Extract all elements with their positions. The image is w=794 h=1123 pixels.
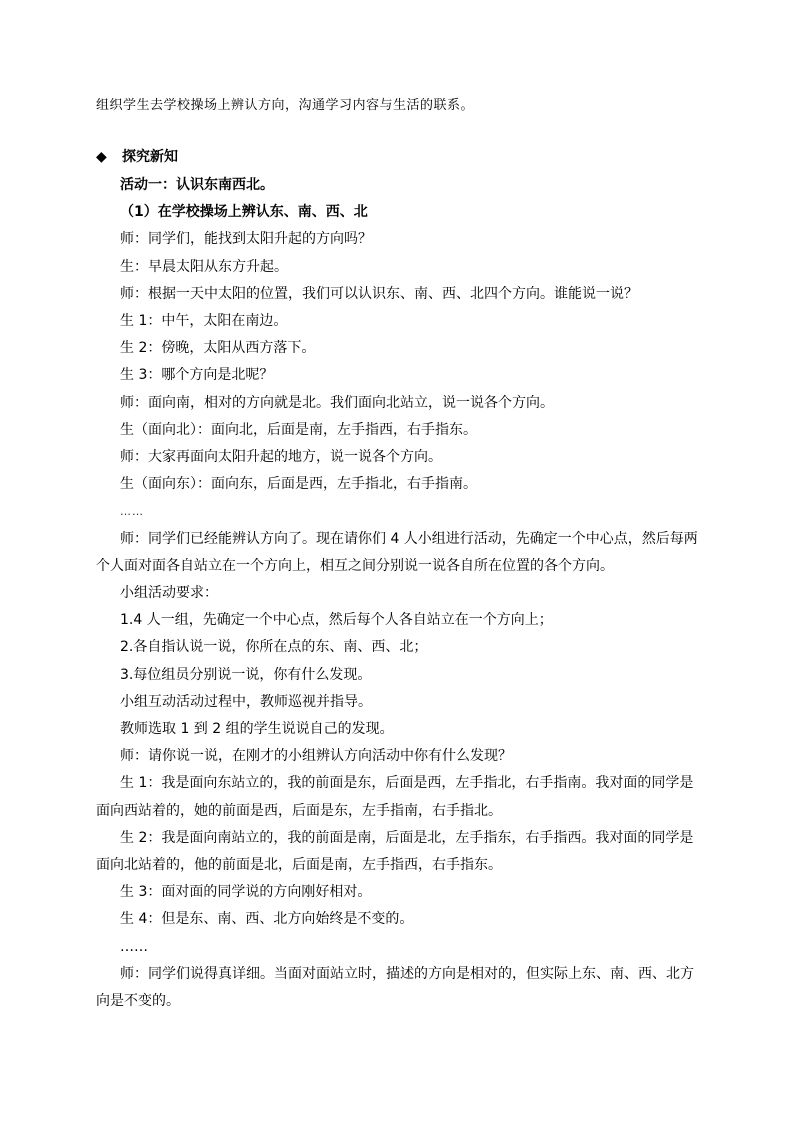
dialogue-line: 生（面向北）：面向北，后面是南，左手指西，右手指东。 xyxy=(120,421,477,438)
narration-line: 教师选取 1 到 2 组的学生说说自己的发现。 xyxy=(120,721,394,738)
dialogue-paragraph: 生 1：我是面向东站立的，我的前面是东，后面是西，左手指北，右手指南。我对面的同学是面向西站着的，她的前面是西，后面是东，左手指南，右手指北。 xyxy=(96,775,694,819)
requirement-item: 3.每位组员分别说一说，你有什么发现。 xyxy=(120,666,372,683)
lesson-body xyxy=(96,172,700,1015)
narration-line: 小组互动活动过程中，教师巡视并指导。 xyxy=(120,693,372,710)
requirement-item: 2.各自指认说一说，你所在点的东、南、西、北； xyxy=(120,639,428,656)
ellipsis: …… xyxy=(120,938,148,955)
activity-title: 活动一：认识东南西北。 xyxy=(120,177,274,193)
dialogue-line: 生（面向东）：面向东，后面是西，左手指北，右手指南。 xyxy=(120,476,477,493)
dialogue-line: 生 4：但是东、南、西、北方向始终是不变的。 xyxy=(120,911,414,928)
dialogue-line: 生 3：面对面的同学说的方向刚好相对。 xyxy=(120,884,372,901)
section-title: 探究新知 xyxy=(122,149,178,165)
dialogue-line: 生：早晨太阳从东方升起。 xyxy=(120,258,288,275)
dialogue-line: 师：根据一天中太阳的位置，我们可以认识东、南、西、北四个方向。谁能说一说？ xyxy=(120,285,638,302)
dialogue-line: 师：面向南，相对的方向就是北。我们面向北站立，说一说各个方向。 xyxy=(120,394,554,411)
requirement-item: 1.4 人一组，先确定一个中心点，然后每个人各自站立在一个方向上； xyxy=(120,612,553,629)
dialogue-line: 生 2：傍晚，太阳从西方落下。 xyxy=(120,340,316,357)
dialogue-line: 师：同学们，能找到太阳升起的方向吗？ xyxy=(120,231,372,248)
dialogue-line: 生 1：中午，太阳在南边。 xyxy=(120,313,288,330)
subsection-title: （1）在学校操场上辨认东、南、西、北 xyxy=(120,204,368,221)
dialogue-paragraph: 师：同学们说得真详细。当面对面站立时，描述的方向是相对的，但实际上东、南、西、北方向是不变的。 xyxy=(96,965,694,1010)
section-heading xyxy=(96,146,178,166)
dialogue-paragraph: 生 2：我是面向南站立的，我的前面是南，后面是北，左手指东，右手指西。我对面的同学是面向北站着的，他的前面是北，后面是南，左手指西，右手指东。 xyxy=(96,829,694,874)
diamond-bullet-icon: ◆ xyxy=(96,149,107,165)
dialogue-line: 生 3：哪个方向是北呢？ xyxy=(120,367,274,384)
intro-text: 组织学生去学校操场上辨认方向，沟通学习内容与生活的联系。 xyxy=(96,98,475,113)
dialogue-paragraph: 师：同学们已经能辨认方向了。现在请你们 4 人小组进行活动，先确定一个中心点，然后每两个人面对面各自站立在一个方向上，相互之间分别说一说各自所在位置的各个方向。 xyxy=(96,530,698,574)
dialogue-line: 师：请你说一说，在刚才的小组辨认方向活动中你有什么发现？ xyxy=(120,748,512,765)
dialogue-line: 师：大家再面向太阳升起的地方，说一说各个方向。 xyxy=(120,449,442,466)
requirements-heading: 小组活动要求： xyxy=(120,585,218,602)
ellipsis: …… xyxy=(120,505,144,519)
